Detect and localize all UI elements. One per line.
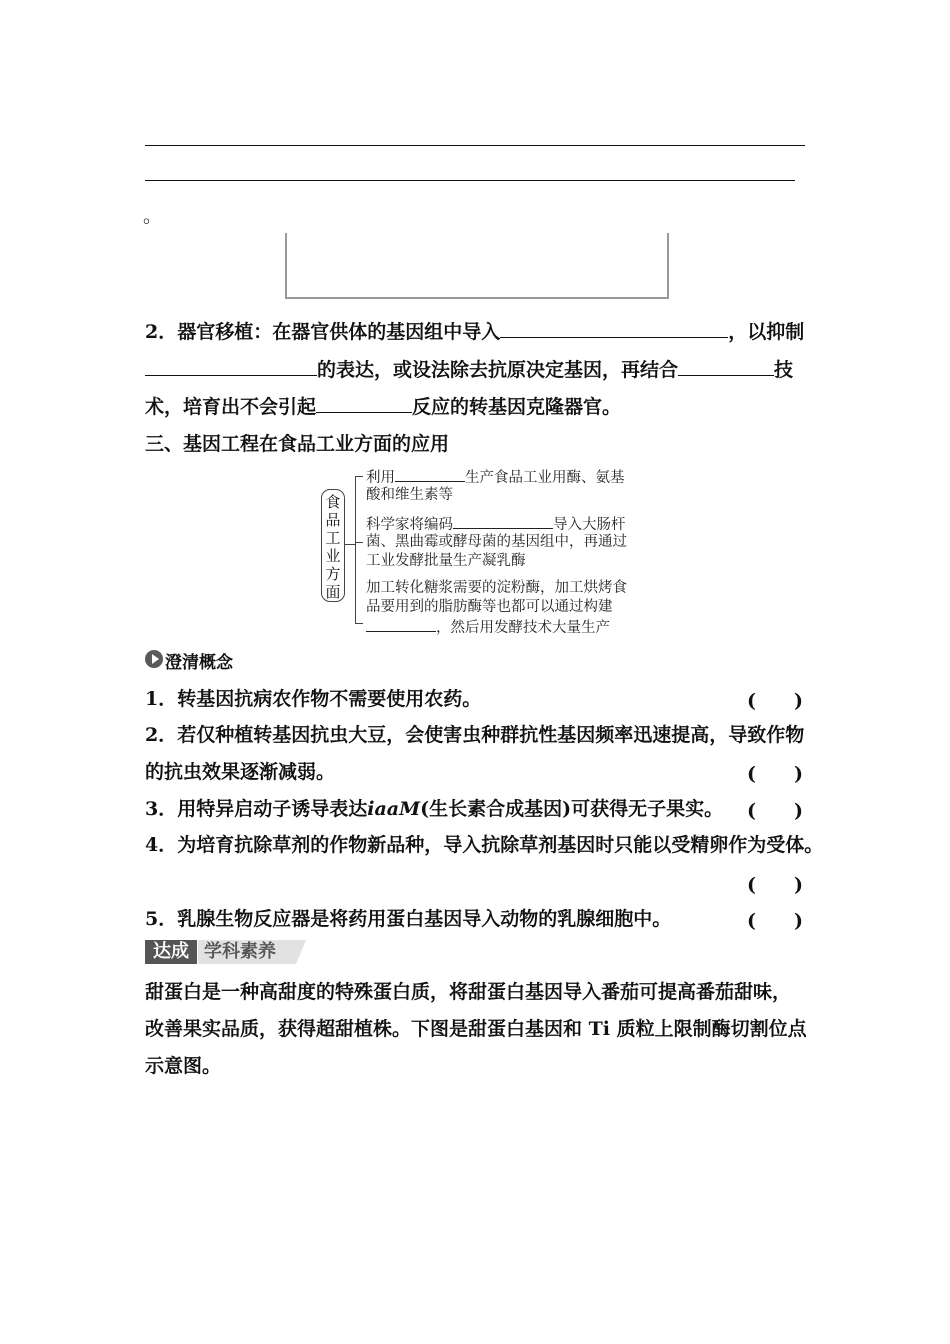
question-5: 5．乳腺生物反应器是将药用蛋白基因导入动物的乳腺细胞中。 [145, 908, 672, 930]
diagram-text: 利用 [366, 470, 395, 486]
play-icon [145, 650, 163, 668]
diagram-blank-3[interactable] [366, 617, 436, 632]
organ-number: 2． [145, 321, 178, 343]
diagram-blank-2[interactable] [453, 514, 553, 529]
diagram-item-3-line-3 [366, 617, 610, 638]
organ-title: 器官移植： [177, 321, 273, 343]
organ-blank-3[interactable] [678, 357, 774, 376]
literacy-badge-light: 学科素养 [198, 940, 296, 964]
organ-text-1: 在器官供体的基因组中导入 [272, 321, 501, 343]
question-3 [145, 797, 723, 821]
organ-text-6: 反应的转基因克隆器官。 [412, 396, 622, 418]
organ-line-2 [145, 357, 793, 382]
organ-blank-4[interactable] [316, 394, 412, 413]
diagram-item-2-line-3: 工业发酵批量生产凝乳酶 [366, 553, 526, 569]
answer-paren-1[interactable]: ( ) [747, 690, 803, 712]
diagram-item-3-line-1: 加工转化糖浆需要的淀粉酶，加工烘烤食 [366, 580, 627, 596]
question-4: 4．为培育抗除草剂的作物新品种，导入抗除草剂基因时只能以受精卵作为受体。 [145, 834, 824, 856]
bracket-branch-3 [355, 623, 363, 624]
diagram-label-char: 方 [325, 565, 341, 583]
diagram-label-char: 业 [325, 547, 341, 565]
question-2-line-1: 2．若仅种植转基因抗虫大豆，会使害虫种群抗性基因频率迅速提高，导致作物 [145, 724, 805, 746]
bracket-branch-1 [355, 476, 363, 477]
badge-tail [296, 940, 306, 964]
diagram-item-3-line-2: 品要用到的脂肪酶等也都可以通过构建 [366, 599, 613, 615]
organ-text-3: 的表达，或设法除去抗原决定基因，再结合 [317, 359, 679, 381]
clarify-label: 澄清概念 [165, 653, 233, 673]
figure-frame [285, 233, 669, 299]
section-heading-food: 三、基因工程在食品工业方面的应用 [145, 433, 450, 455]
diagram-text: 导入大肠杆 [553, 517, 626, 533]
answer-paren-3[interactable]: ( ) [747, 800, 803, 822]
literacy-line-1: 甜蛋白是一种高甜度的特殊蛋白质，将甜蛋白基因导入番茄可提高番茄甜味， [145, 981, 792, 1003]
diagram-item-1-line-1 [366, 467, 625, 488]
bracket-stem [345, 544, 355, 545]
diagram-text: ，然后用发酵技术大量生产 [436, 620, 610, 636]
diagram-label-char: 品 [325, 511, 341, 529]
diagram-text: 生产食品工业用酶、氨基 [465, 470, 625, 486]
diagram-label-box [321, 489, 345, 602]
answer-line-1 [145, 145, 805, 146]
organ-text-2: ，以抑制 [728, 321, 805, 343]
literacy-line-3: 示意图。 [145, 1055, 222, 1077]
diagram-text: 科学家将编码 [366, 517, 453, 533]
gene-name: iaaM [367, 798, 421, 820]
organ-line-1 [145, 319, 804, 344]
bracket-branch-2 [355, 542, 363, 543]
diagram-item-1-line-2: 酸和维生素等 [366, 487, 453, 503]
organ-blank-2[interactable] [145, 357, 317, 376]
question-1: 1．转基因抗病农作物不需要使用农药。 [145, 688, 482, 710]
diagram-item-2-line-2: 菌、黑曲霉或酵母菌的基因组中，再通过 [366, 534, 627, 550]
diagram-blank-1[interactable] [395, 467, 465, 482]
diagram-item-2-line-1 [366, 514, 626, 535]
organ-text-4: 技 [774, 359, 794, 381]
question-3-text-a: 3．用特异启动子诱导表达 [145, 798, 368, 820]
answer-line-2 [145, 180, 795, 181]
end-mark: 。 [143, 205, 163, 227]
answer-paren-5[interactable]: ( ) [747, 910, 803, 932]
diagram-label-char: 工 [325, 529, 341, 547]
question-2-line-2: 的抗虫效果逐渐减弱。 [145, 761, 336, 783]
diagram-label-char: 面 [325, 583, 341, 601]
diagram-label-char: 食 [325, 493, 341, 511]
answer-paren-2[interactable]: ( ) [747, 763, 803, 785]
bracket-spine [355, 476, 356, 624]
organ-line-3 [145, 394, 621, 419]
question-3-text-b: (生长素合成基因)可获得无子果实。 [420, 798, 724, 820]
organ-text-5: 术，培育出不会引起 [145, 396, 317, 418]
literacy-line-2: 改善果实品质，获得超甜植株。下图是甜蛋白基因和 Ti 质粒上限制酶切割位点 [145, 1018, 807, 1040]
organ-blank-1[interactable] [500, 319, 728, 338]
literacy-badge-dark: 达成 [145, 940, 197, 964]
answer-paren-4[interactable]: ( ) [747, 874, 803, 896]
